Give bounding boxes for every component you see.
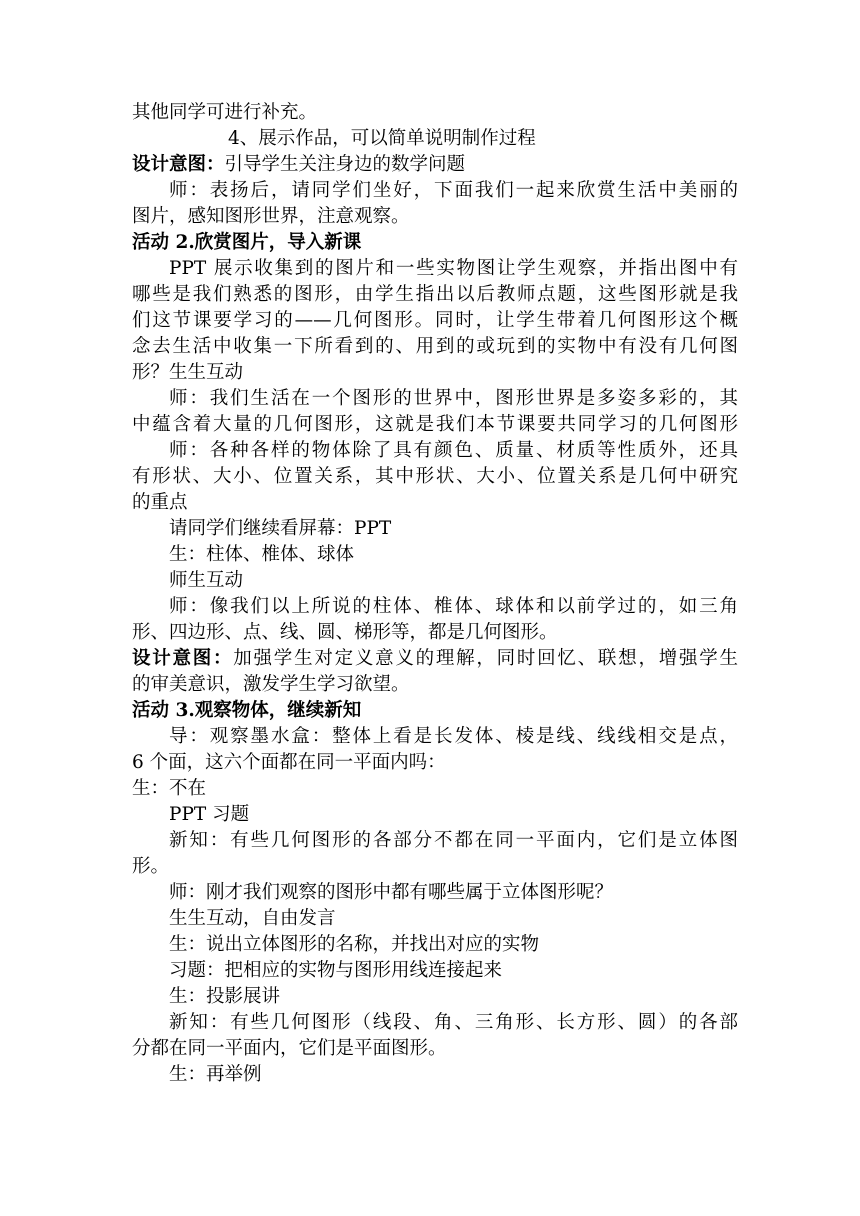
text-line <box>132 620 738 646</box>
line-text: 加强学生对定义意义的理解，同时回忆、联想，增强学生 <box>233 648 738 669</box>
line-text: 其他同学可进行补充。 <box>132 102 318 123</box>
line-text: 活动 2.欣赏图片，导入新课 <box>132 232 362 253</box>
line-text: 师：像我们以上所说的柱体、椎体、球体和以前学过的，如三角 <box>169 596 738 617</box>
line-text: 生：投影展讲 <box>169 986 281 1007</box>
line-text: 中蕴含着大量的几何图形，这就是我们本节课要共同学习的几何图形 <box>132 414 738 435</box>
text-line <box>132 672 738 698</box>
text-line <box>132 880 738 906</box>
text-line <box>132 828 738 854</box>
line-text: 哪些是我们熟悉的图形，由学生指出以后教师点题，这些图形就是我 <box>132 284 738 305</box>
design-intent-label: 设计意图： <box>132 154 225 175</box>
text-line <box>132 256 738 282</box>
line-text: 引导学生关注身边的数学问题 <box>224 154 466 175</box>
line-text: 们这节课要学习的——几何图形。同时，让学生带着几何图形这个概 <box>132 310 738 331</box>
text-line <box>132 750 738 776</box>
text-line <box>132 698 738 724</box>
line-text: 生：说出立体图形的名称，并找出对应的实物 <box>169 934 540 955</box>
line-text: 新知：有些几何图形（线段、角、三角形、长方形、圆）的各部 <box>169 1012 738 1033</box>
text-line <box>132 438 738 464</box>
line-text: 形。 <box>132 856 170 877</box>
line-text: 4、展示作品，可以简单说明制作过程 <box>228 128 536 149</box>
line-text: 生：柱体、椎体、球体 <box>169 544 355 565</box>
line-text: 新知：有些几何图形的各部分不都在同一平面内，它们是立体图 <box>169 830 738 851</box>
line-text: 的审美意识，激发学生学习欲望。 <box>132 674 410 695</box>
text-line <box>132 230 738 256</box>
line-text: 习题：把相应的实物与图形用线连接起来 <box>169 960 503 981</box>
document-page <box>132 100 738 1088</box>
line-text: 请同学们继续看屏幕：PPT <box>169 518 392 539</box>
text-line <box>132 802 738 828</box>
text-line <box>132 958 738 984</box>
text-line <box>132 412 738 438</box>
line-text: PPT 习题 <box>169 804 250 825</box>
line-text: 念去生活中收集一下所看到的、用到的或玩到的实物中有没有几何图 <box>132 336 738 357</box>
line-text: 6 个面，这六个面都在同一平面内吗： <box>132 752 446 773</box>
text-line <box>132 464 738 490</box>
text-line <box>132 932 738 958</box>
text-line <box>132 334 738 360</box>
text-line <box>132 282 738 308</box>
design-intent-label: 设计意图： <box>132 648 234 669</box>
line-text: 生生互动，自由发言 <box>169 908 336 929</box>
text-line <box>132 100 738 126</box>
text-line <box>132 516 738 542</box>
line-text: 有形状、大小、位置关系，其中形状、大小、位置关系是几何中研究 <box>132 466 738 487</box>
line-text: 导：观察墨水盒：整体上看是长发体、棱是线、线线相交是点， <box>169 726 738 747</box>
text-line <box>132 542 738 568</box>
text-line <box>132 568 738 594</box>
line-text: 生：再举例 <box>169 1064 262 1085</box>
text-line <box>132 594 738 620</box>
text-line <box>132 308 738 334</box>
text-line <box>132 1010 738 1036</box>
text-line <box>132 646 738 672</box>
text-line <box>132 906 738 932</box>
text-line <box>132 984 738 1010</box>
text-line <box>132 204 738 230</box>
text-line <box>132 854 738 880</box>
line-text: 生：不在 <box>132 778 207 799</box>
line-text: PPT 展示收集到的图片和一些实物图让学生观察，并指出图中有 <box>169 258 738 279</box>
text-line <box>132 1062 738 1088</box>
text-line <box>132 152 738 178</box>
text-line <box>132 386 738 412</box>
line-text: 形、四边形、点、线、圆、梯形等，都是几何图形。 <box>132 622 558 643</box>
line-text: 活动 3.观察物体，继续新知 <box>132 700 362 721</box>
text-line <box>132 178 738 204</box>
line-text: 师：刚才我们观察的图形中都有哪些属于立体图形呢？ <box>169 882 614 903</box>
line-text: 图片，感知图形世界，注意观察。 <box>132 206 410 227</box>
line-text: 师：我们生活在一个图形的世界中，图形世界是多姿多彩的，其 <box>169 388 738 409</box>
text-line <box>132 490 738 516</box>
text-line <box>132 126 738 152</box>
line-text: 的重点 <box>132 492 188 513</box>
text-line <box>132 360 738 386</box>
line-text: 形？生生互动 <box>132 362 244 383</box>
line-text: 分都在同一平面内，它们是平面图形。 <box>132 1038 447 1059</box>
line-text: 师：表扬后，请同学们坐好，下面我们一起来欣赏生活中美丽的 <box>169 180 738 201</box>
text-line <box>132 724 738 750</box>
line-text: 师：各种各样的物体除了具有颜色、质量、材质等性质外，还具 <box>169 440 738 461</box>
text-line <box>132 1036 738 1062</box>
line-text: 师生互动 <box>169 570 244 591</box>
text-line <box>132 776 738 802</box>
